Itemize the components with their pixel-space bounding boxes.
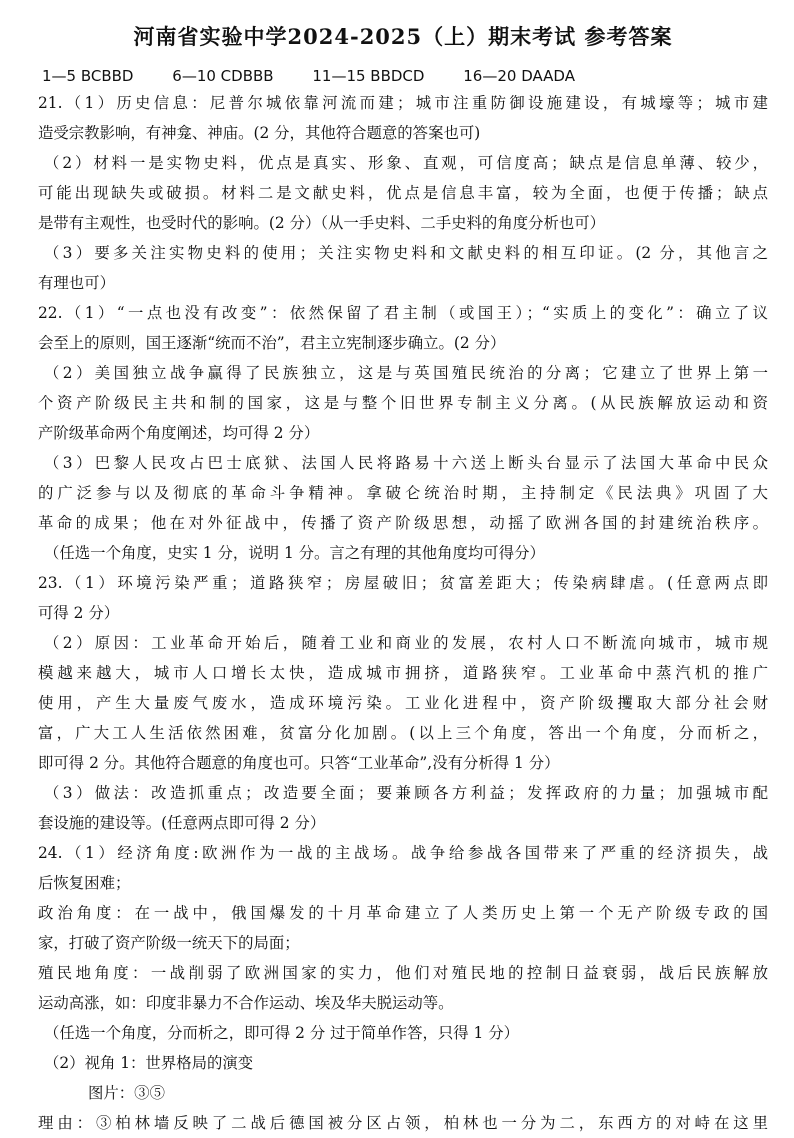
q24-line-1: 24.（1）经济角度:欧洲作为一战的主战场。战争给参战各国带来了严重的经济损失，战 <box>38 844 768 862</box>
q22-line-4: 个资产阶级民主共和制的国家，这是与整个旧世界专制主义分离。(从民族解放运动和资 <box>38 394 768 412</box>
q24-line-10: 理由：③柏林墙反映了二战后德国被分区占领，柏林也一分为二，东西方的对峙在这里 <box>38 1114 768 1132</box>
answer-body <box>38 88 768 1138</box>
multiple-choice-answers <box>42 64 768 88</box>
q22-line-2: 会至上的原则，国王逐渐“统而不治”，君主立宪制逐步确立。(2 分） <box>38 334 506 352</box>
q23-line-1: 23.（1）环境污染严重；道路狭窄；房屋破旧；贫富差距大；传染病肆虐。(任意两点即 <box>38 574 768 592</box>
q21-line-5: 是带有主观性，也受时代的影响。(2 分）（从一手史料、二手史料的角度分析也可） <box>38 214 606 232</box>
q22-line-1: 22.（1）“一点也没有改变”：依然保留了君主制（或国王）；“实质上的变化”：确立了议 <box>38 304 768 322</box>
q21-line-3: （2）材料一是实物史料，优点是真实、形象、直观，可信度高；缺点是信息单薄、较少， <box>44 154 768 172</box>
q23-line-9: 套设施的建设等。(任意两点即可得 2 分） <box>38 814 326 832</box>
q23-line-3: （2）原因：工业革命开始后，随着工业和商业的发展，农村人口不断流向城市，城市规 <box>44 634 768 652</box>
q22-line-7: 的广泛参与以及彻底的革命斗争精神。拿破仑统治时期，主持制定《民法典》巩固了大 <box>38 484 768 502</box>
q24-line-3: 政治角度：在一战中，俄国爆发的十月革命建立了人类历史上第一个无产阶级专政的国 <box>38 904 768 922</box>
q23-line-5: 使用，产生大量废气废水，造成环境污染。工业化进程中，资产阶级攫取大部分社会财 <box>38 694 768 712</box>
q22-line-5: 产阶级革命两个角度阐述，均可得 2 分） <box>38 424 320 442</box>
q24-line-7: （任选一个角度，分而析之，即可得 2 分 过于简单作答，只得 1 分） <box>44 1024 519 1042</box>
q24-line-4: 家，打破了资产阶级一统天下的局面； <box>38 934 300 952</box>
q24-line-6: 运动高涨，如：印度非暴力不合作运动、埃及华夫脱运动等。 <box>38 994 454 1012</box>
q24-line-2: 后恢复困难； <box>38 874 131 892</box>
q21-line-4: 可能出现缺失或破损。材料二是文献史料，优点是信息丰富，较为全面，也便于传播；缺点 <box>38 184 768 202</box>
q24-line-9: 图片：③⑤ <box>88 1084 165 1102</box>
q22-line-8: 革命的成果；他在对外征战中，传播了资产阶级思想，动摇了欧洲各国的封建统治秩序。 <box>38 514 768 532</box>
q23-line-6: 富，广大工人生活依然困难，贫富分化加剧。(以上三个角度，答出一个角度，分而析之， <box>38 724 768 742</box>
mcq-group-1: 1—5 BCBBD <box>42 67 134 85</box>
mcq-group-4: 16—20 DAADA <box>463 67 575 85</box>
q22-line-9: （任选一个角度，史实 1 分，说明 1 分。言之有理的其他角度均可得分） <box>44 544 545 562</box>
q23-line-2: 可得 2 分） <box>38 604 120 622</box>
q24-line-8: （2）视角 1：世界格局的演变 <box>44 1054 254 1072</box>
q22-line-6: （3）巴黎人民攻占巴士底狱、法国人民将路易十六送上断头台显示了法国大革命中民众 <box>44 454 768 472</box>
q21-line-2: 造受宗教影响，有神龛、神庙。(2 分，其他符合题意的答案也可) <box>38 124 481 142</box>
mcq-group-3: 11—15 BBDCD <box>312 67 425 85</box>
q23-line-7: 即可得 2 分。其他符合题意的角度也可。只答“工业革命”,没有分析得 1 分） <box>38 754 560 772</box>
q21-line-1: 21.（1）历史信息：尼普尔城依靠河流而建；城市注重防御设施建设，有城壕等；城市建 <box>38 94 768 112</box>
q23-line-4: 模越来越大，城市人口增长太快，造成城市拥挤，道路狭窄。工业革命中蒸汽机的推广 <box>38 664 768 682</box>
mcq-group-2: 6—10 CDBBB <box>172 67 274 85</box>
page-title: 河南省实验中学2024-2025（上）期末考试 参考答案 <box>133 24 673 49</box>
q23-line-8: （3）做法：改造抓重点；改造要全面；要兼顾各方利益；发挥政府的力量；加强城市配 <box>44 784 768 802</box>
q21-line-6: （3）要多关注实物史料的使用；关注实物史料和文献史料的相互印证。(2 分，其他言之 <box>44 244 768 262</box>
q24-line-5: 殖民地角度：一战削弱了欧洲国家的实力，他们对殖民地的控制日益衰弱，战后民族解放 <box>38 964 768 982</box>
q22-line-3: （2）美国独立战争赢得了民族独立，这是与英国殖民统治的分离；它建立了世界上第一 <box>44 364 768 382</box>
q21-line-7: 有理也可） <box>38 274 115 292</box>
